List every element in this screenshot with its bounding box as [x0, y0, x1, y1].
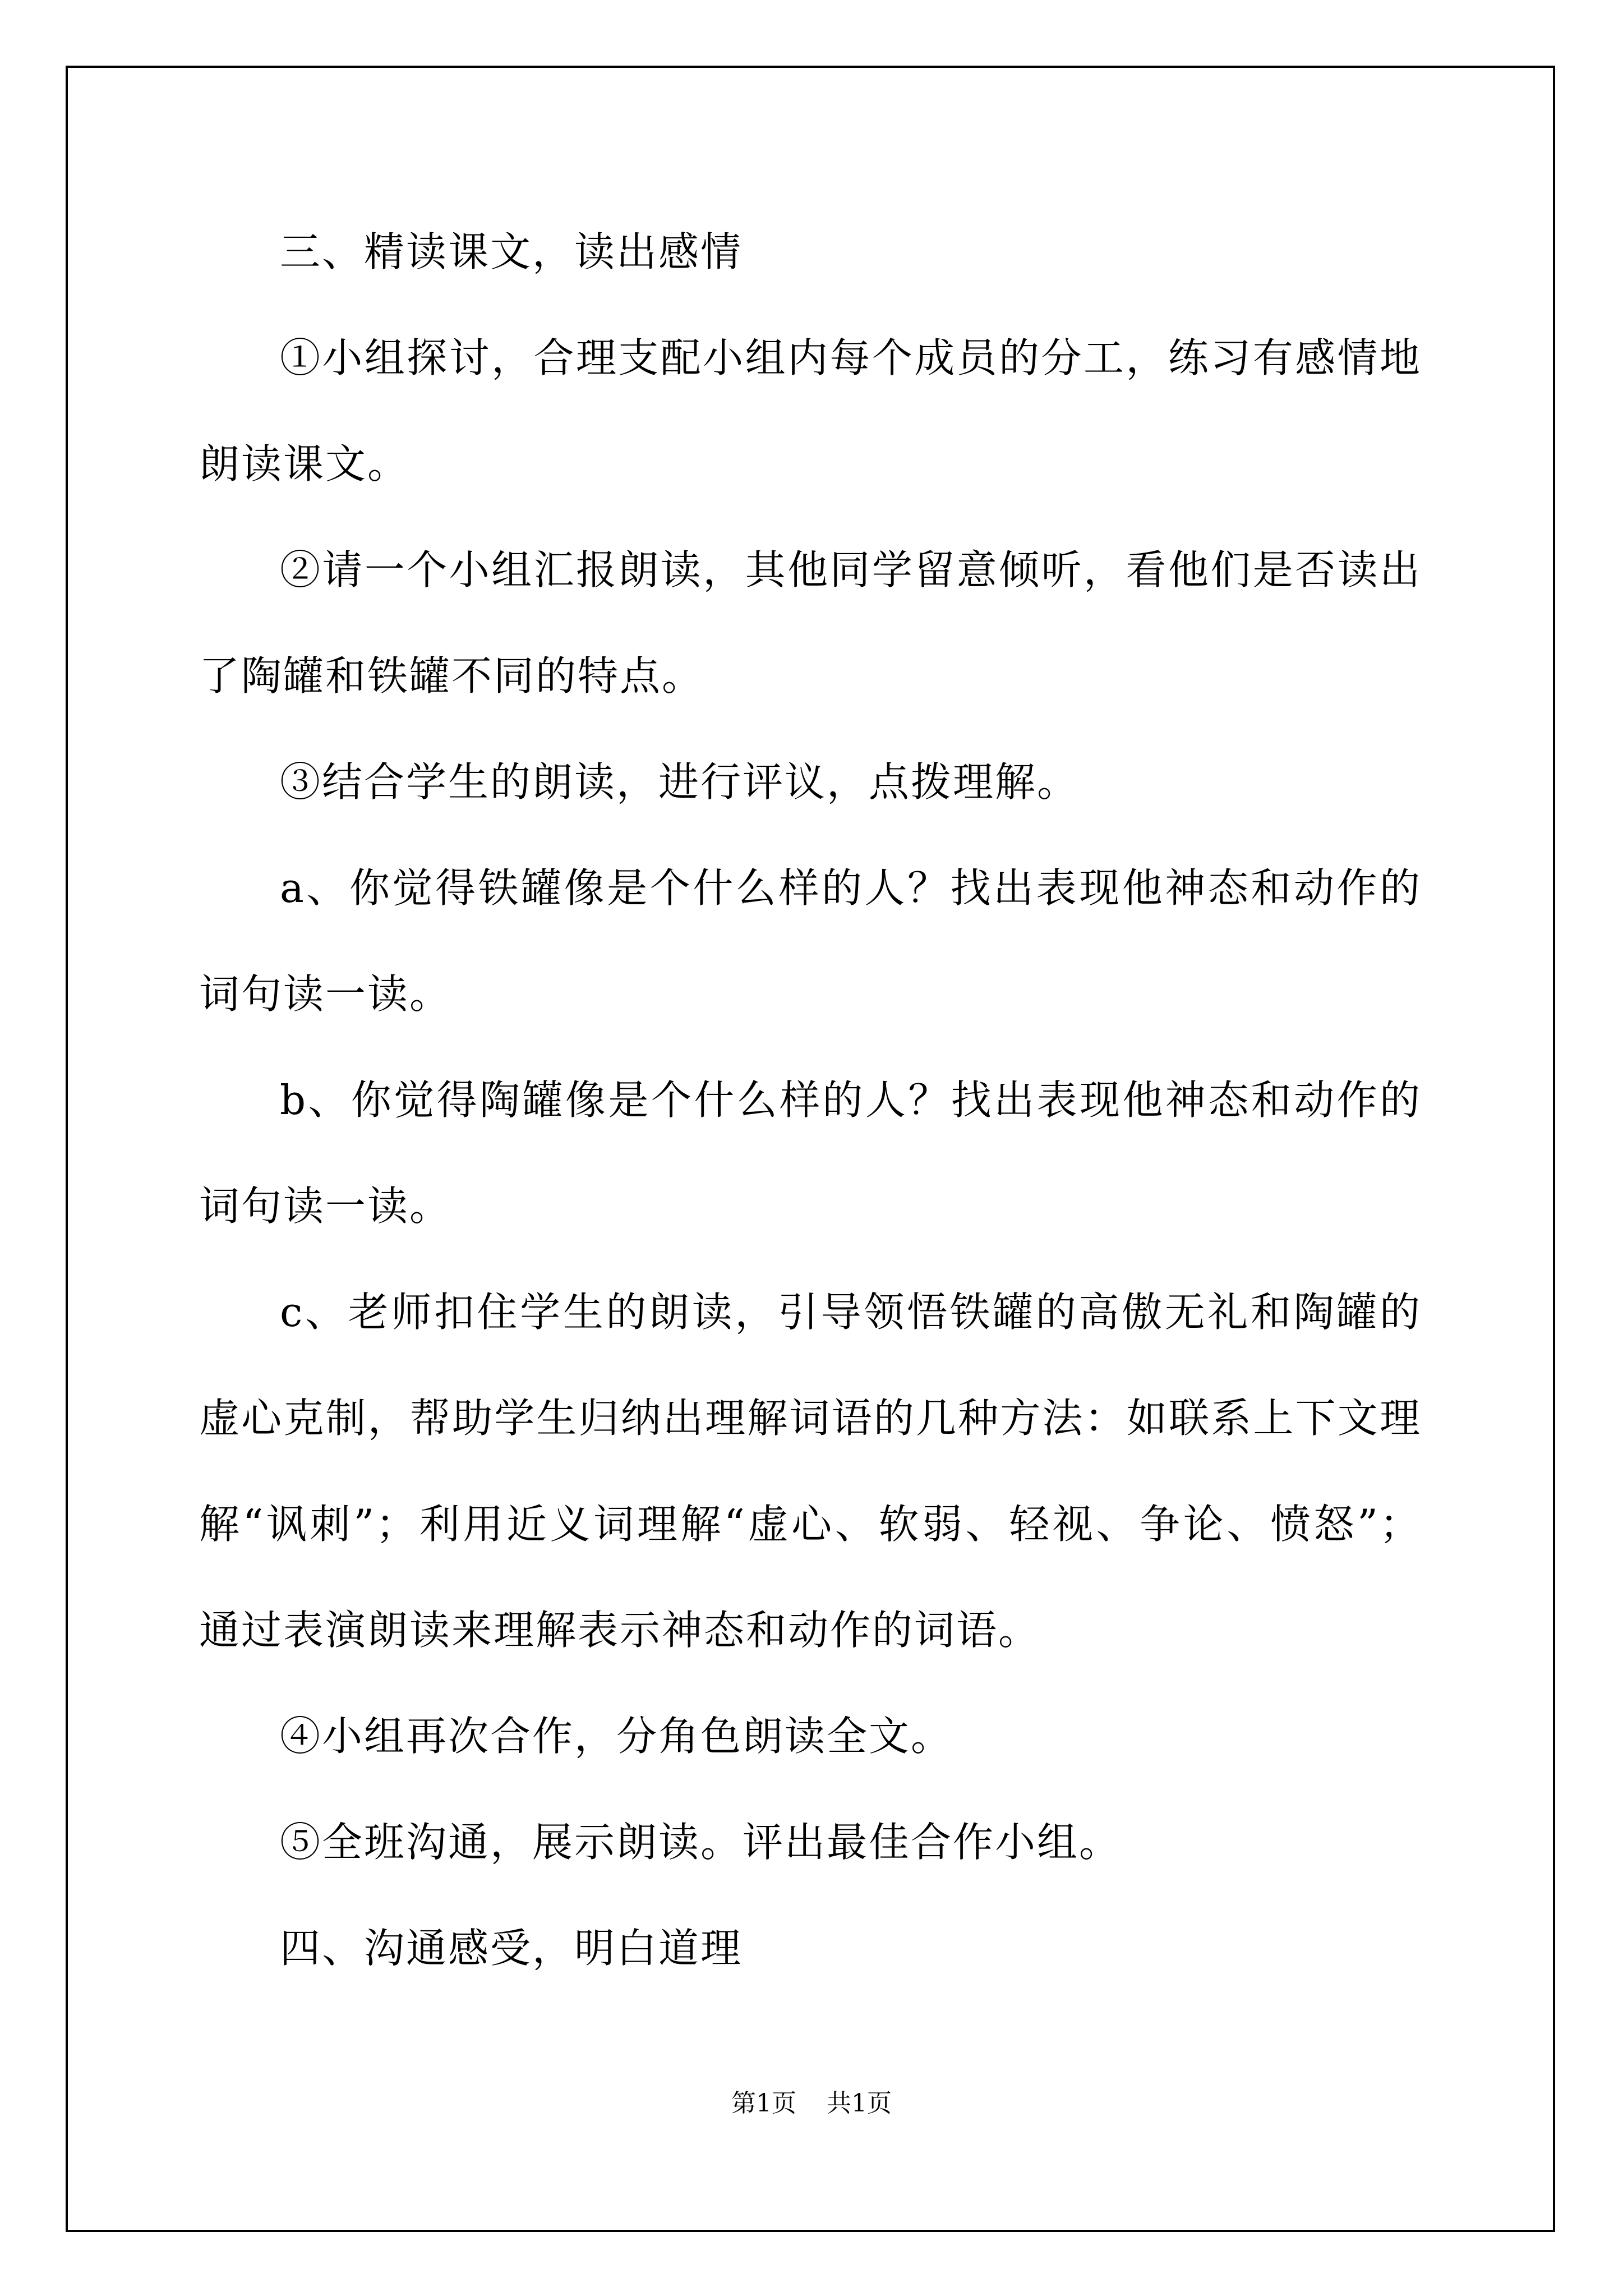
page-number: 第1页: [731, 2089, 796, 2118]
paragraph-step-5: ⑤全班沟通，展示朗读。评出最佳合作小组。: [280, 1819, 1122, 1866]
paragraph-step-2: ②请一个小组汇报朗读，其他同学留意倾听，看他们是否读出了陶罐和铁罐不同的特点。: [199, 546, 1422, 700]
section-heading-3: 三、精读课文，读出感情: [280, 228, 743, 275]
page-footer: [0, 2087, 1623, 2120]
document-body: [199, 199, 1422, 2001]
paragraph-item-c: c、老师扣住学生的朗读，引导领悟铁罐的高傲无礼和陶罐的虚心克制，帮助学生归纳出理解词语的几种方法：如联系上下文理解“讽刺”；利用近义词理解“虚心、软弱、轻视、争论、愤怒”；通过表演朗读来理解表示神态和动作的词语。: [199, 1289, 1422, 1654]
paragraph-step-3: ③结合学生的朗读，进行评议，点拨理解。: [280, 758, 1080, 806]
section-heading-4: 四、沟通感受，明白道理: [280, 1925, 743, 1972]
paragraph-step-1: ①小组探讨，合理支配小组内每个成员的分工，练习有感情地朗读课文。: [199, 334, 1422, 487]
total-pages: 共1页: [827, 2089, 892, 2118]
paragraph-item-a: a、你觉得铁罐像是个什么样的人？找出表现他神态和动作的词句读一读。: [199, 864, 1422, 1018]
paragraph-step-4: ④小组再次合作，分角色朗读全文。: [280, 1713, 953, 1760]
paragraph-item-b: b、你觉得陶罐像是个什么样的人？找出表现他神态和动作的词句读一读。: [199, 1076, 1422, 1230]
